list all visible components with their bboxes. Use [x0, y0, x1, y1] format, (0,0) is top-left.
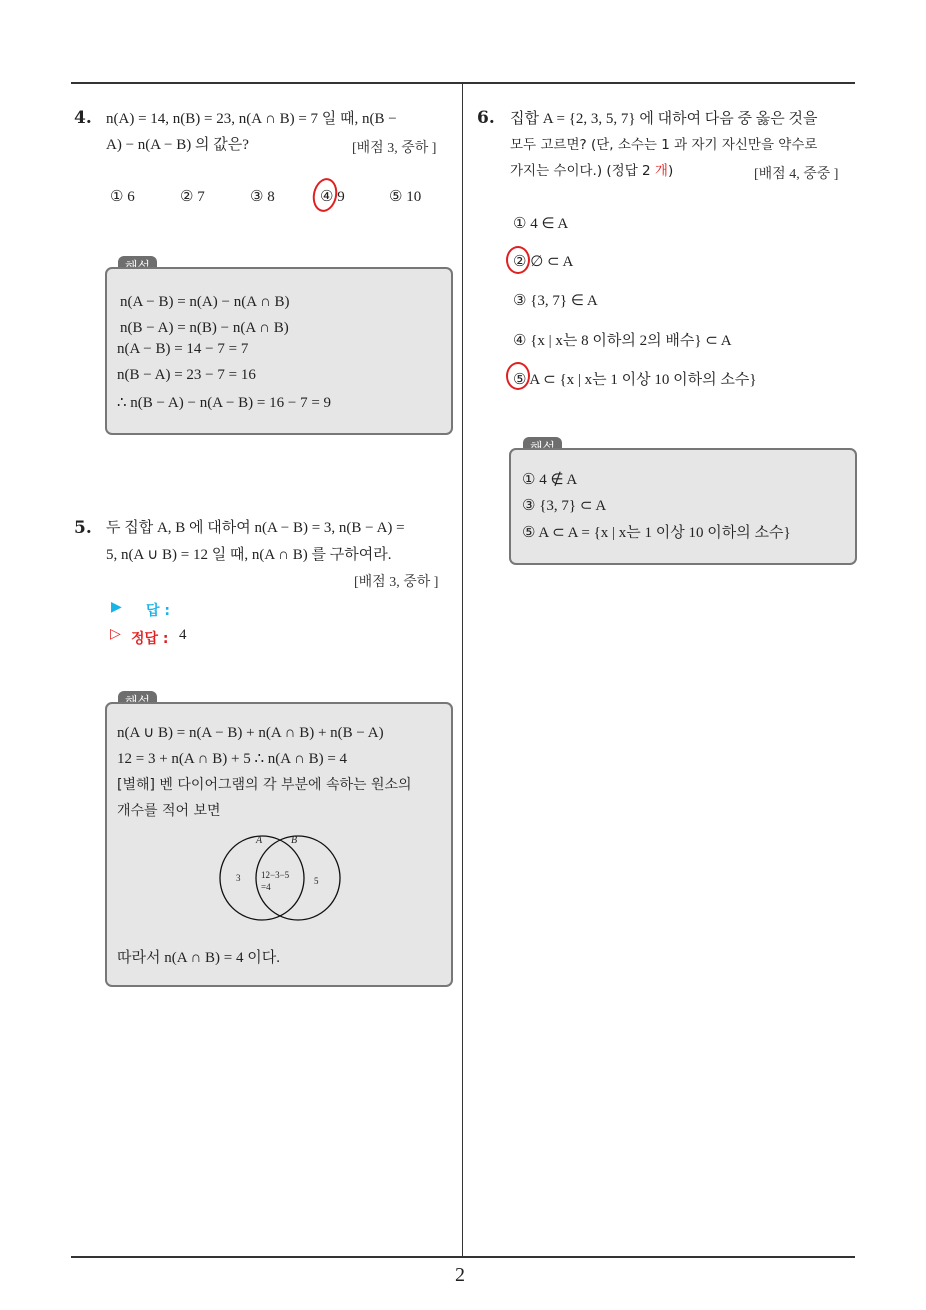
q4-solution-line-4: n(B − A) = 23 − 7 = 16 [117, 367, 256, 383]
q6-selected-mark-2 [506, 246, 530, 274]
q6-number: 6. [477, 108, 495, 128]
q4-choice-2[interactable]: ② 7 [180, 189, 205, 205]
venn-label-a: A [256, 835, 263, 846]
page-number: 2 [455, 1264, 465, 1286]
column-divider [462, 82, 463, 1258]
q4-number: 4. [74, 108, 92, 128]
venn-middle-count-2: =4 [261, 882, 271, 892]
q5-answer-marker: ▶ [111, 599, 122, 615]
bottom-rule [71, 1256, 855, 1258]
q5-number: 5. [74, 518, 92, 538]
q4-choice-1[interactable]: ① 6 [110, 189, 135, 205]
q6-solution-line-1: ① 4 ∉ A [522, 472, 578, 488]
q6-line3-post: ) [667, 163, 674, 179]
q5-solution-line-2: 12 = 3 + n(A ∩ B) + 5 ∴ n(A ∩ B) = 4 [117, 751, 348, 767]
q5-solution-line-3: [별해] 벤 다이어그램의 각 부분에 속하는 원소의 [117, 777, 412, 793]
q5-correct-value: 4 [179, 627, 187, 643]
q4-solution-line-3: n(A − B) = 14 − 7 = 7 [117, 341, 249, 357]
q5-correct-label: 정답 : [131, 631, 169, 647]
venn-label-b: B [291, 835, 298, 846]
q6-solution-line-3: ⑤ A ⊂ A = {x | x는 1 이상 10 이하의 소수} [522, 525, 791, 541]
q4-choice-4[interactable]: ④ 9 [320, 189, 345, 205]
q6-selected-mark-5 [506, 362, 530, 390]
q6-choice-3[interactable]: ③ {3, 7} ∈ A [513, 293, 598, 309]
q6-solution-line-2: ③ {3, 7} ⊂ A [522, 498, 607, 514]
q5-conclusion: 따라서 n(A ∩ B) = 4 이다. [117, 950, 280, 966]
q5-score: [배점 3, 중하 ] [354, 575, 439, 590]
q4-line1: n(A) = 14, n(B) = 23, n(A ∩ B) = 7 일 때, n(B − [106, 111, 397, 127]
q4-selected-mark [310, 176, 341, 214]
venn-left-count: 3 [236, 873, 241, 883]
q4-solution-line-5: ∴ n(B − A) − n(A − B) = 16 − 7 = 9 [117, 395, 332, 411]
venn-middle-count-1: 12−3−5 [261, 870, 290, 880]
venn-diagram [210, 830, 350, 922]
q4-solution-line-2: n(B − A) = n(B) − n(A ∩ B) [120, 320, 289, 336]
q5-line1: 두 집합 A, B 에 대하여 n(A − B) = 3, n(B − A) = [106, 520, 405, 536]
q6-choice-2[interactable]: ② ∅ ⊂ A [513, 254, 574, 270]
q6-line2: 모두 고르면? (단, 소수는 1 과 자기 자신만을 약수로 [510, 137, 818, 153]
q6-line3-red: 개 [654, 163, 668, 179]
q6-choice-4[interactable]: ④ {x | x는 8 이하의 2의 배수} ⊂ A [513, 333, 732, 349]
q6-score: [배점 4, 중중 ] [754, 167, 839, 182]
q4-choice-5[interactable]: ⑤ 10 [389, 189, 422, 205]
q6-choice-1[interactable]: ① 4 ∈ A [513, 216, 569, 232]
q4-solution-line-1: n(A − B) = n(A) − n(A ∩ B) [120, 294, 290, 310]
q5-correct-marker: ▷ [110, 626, 121, 642]
q5-solution-line-1: n(A ∪ B) = n(A − B) + n(A ∩ B) + n(B − A) [117, 725, 384, 741]
top-rule [71, 82, 855, 84]
q6-line3-pre: 가지는 수이다.) (정답 2 [510, 163, 655, 179]
q5-answer-label: 답 : [146, 603, 170, 619]
q4-choice-3[interactable]: ③ 8 [250, 189, 275, 205]
q6-line3 [510, 158, 673, 184]
q6-choice-5[interactable]: ⑤ A ⊂ {x | x는 1 이상 10 이하의 소수} [513, 372, 757, 388]
q5-solution-line-4: 개수를 적어 보면 [117, 803, 221, 819]
q6-line1: 집합 A = {2, 3, 5, 7} 에 대하여 다음 중 옳은 것을 [510, 111, 818, 127]
q5-line2: 5, n(A ∪ B) = 12 일 때, n(A ∩ B) 를 구하여라. [106, 547, 392, 563]
venn-right-count: 5 [314, 876, 319, 886]
q4-line2: A) − n(A − B) 의 값은? [106, 137, 249, 153]
q4-score: [배점 3, 중하 ] [352, 141, 437, 156]
